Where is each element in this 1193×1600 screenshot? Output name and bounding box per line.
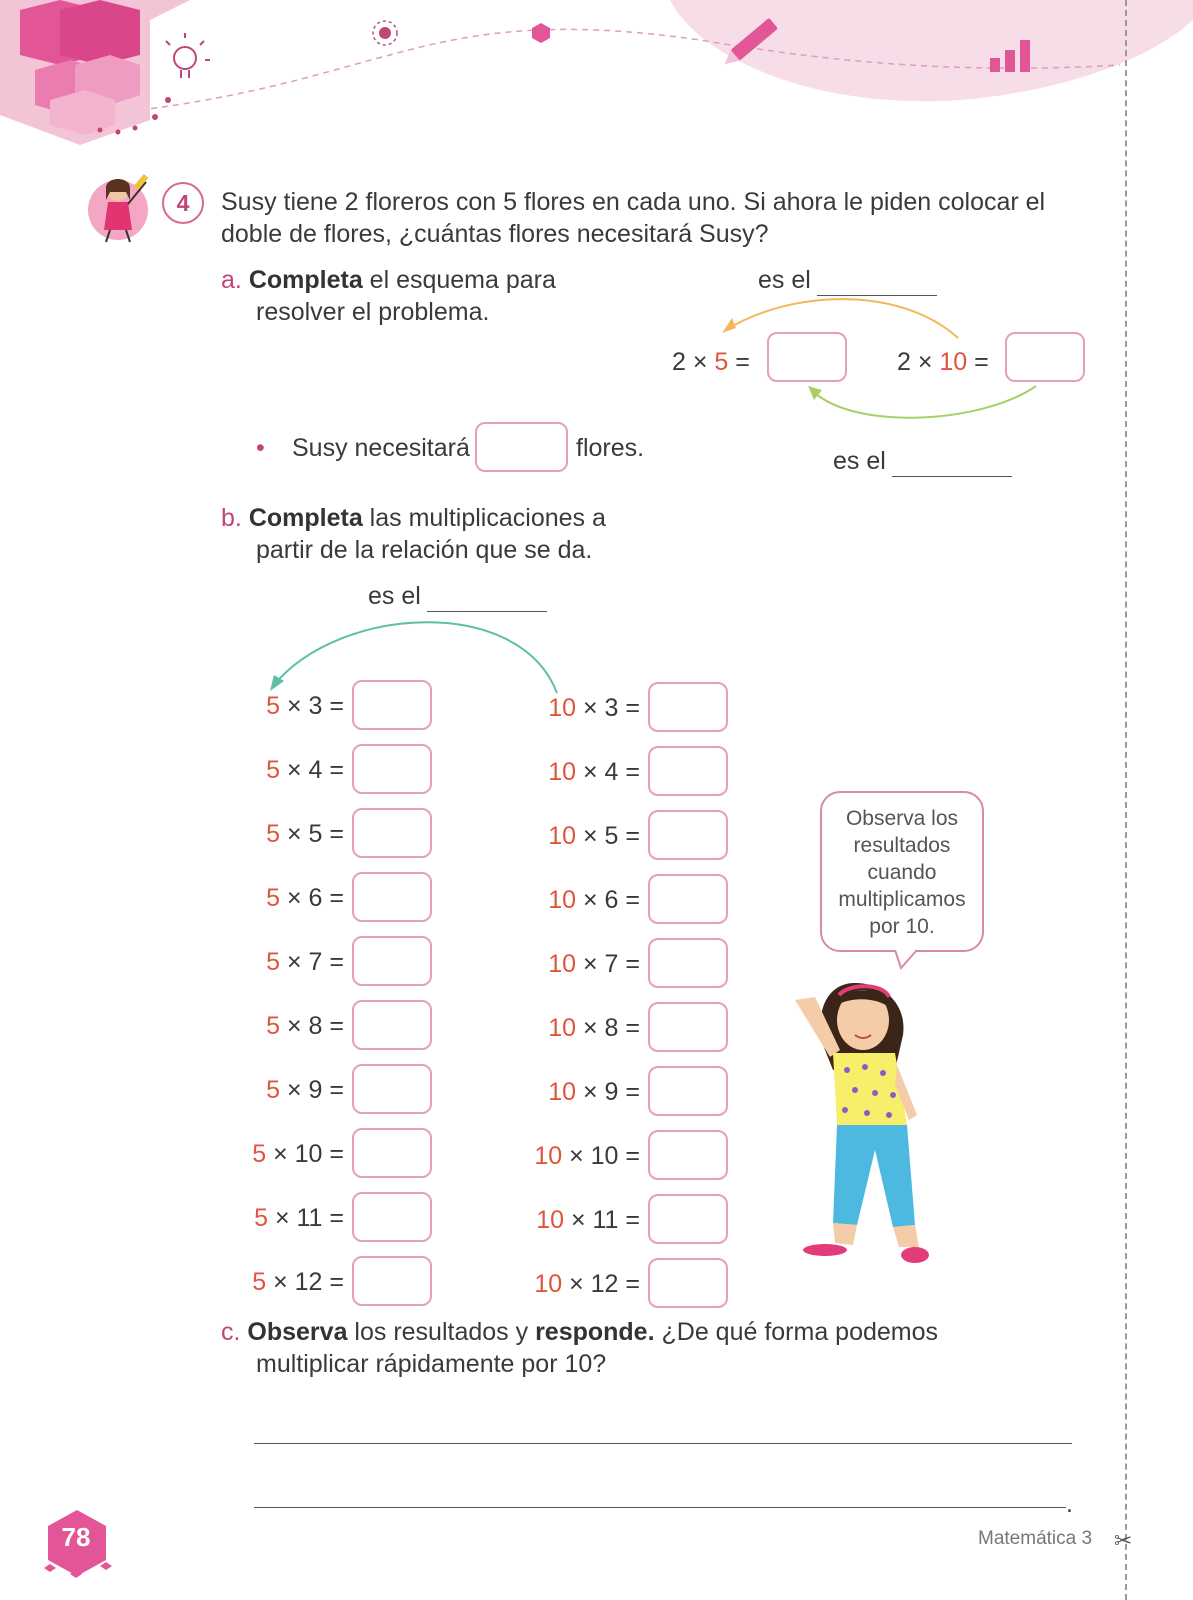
right-answer-box[interactable] bbox=[648, 1258, 728, 1308]
right-equation bbox=[548, 948, 640, 980]
left-rest: × 12 = bbox=[266, 1268, 344, 1296]
right-answer-box[interactable] bbox=[648, 874, 728, 924]
part-a-line2: resolver el problema. bbox=[256, 298, 490, 326]
bullet-dot: • bbox=[256, 434, 265, 462]
scheme-eq1 bbox=[672, 346, 750, 378]
bubble-line-3: cuando bbox=[867, 861, 937, 884]
left-factor: 5 bbox=[254, 1204, 268, 1232]
left-equation bbox=[266, 690, 344, 722]
answer-bullet bbox=[256, 432, 265, 464]
part-b-instruction bbox=[221, 502, 606, 534]
right-factor: 10 bbox=[536, 1206, 564, 1234]
right-answer-box[interactable] bbox=[648, 746, 728, 796]
part-c-verb2: responde. bbox=[535, 1318, 655, 1346]
question-number: 4 bbox=[162, 182, 204, 224]
right-equation bbox=[548, 692, 640, 724]
cut-line bbox=[1125, 0, 1127, 1600]
left-factor: 5 bbox=[266, 1012, 281, 1040]
left-answer-box[interactable] bbox=[352, 1192, 432, 1242]
scheme-eq2-number: 10 bbox=[939, 348, 968, 376]
scheme-eq2-right: = bbox=[967, 348, 989, 376]
part-c-line2: multiplicar rápidamente por 10? bbox=[256, 1350, 607, 1378]
left-equation bbox=[252, 1266, 344, 1298]
right-answer-box[interactable] bbox=[648, 938, 728, 988]
cubes-graphic bbox=[0, 0, 190, 145]
part-b-line2: partir de la relación que se da. bbox=[256, 536, 593, 564]
left-equation bbox=[254, 1202, 344, 1234]
left-factor: 5 bbox=[266, 820, 281, 848]
scheme-answer-box-2[interactable] bbox=[1005, 332, 1085, 382]
left-equation bbox=[266, 818, 344, 850]
right-rest: × 8 = bbox=[576, 1014, 640, 1042]
book-title: Matemática 3 bbox=[978, 1528, 1093, 1549]
scissors-icon: ✂ bbox=[1114, 1528, 1133, 1553]
flowers-answer-box[interactable] bbox=[475, 422, 568, 472]
left-equation bbox=[266, 882, 344, 914]
right-rest: × 10 = bbox=[562, 1142, 640, 1170]
right-rest: × 7 = bbox=[576, 950, 640, 978]
right-answer-box[interactable] bbox=[648, 1002, 728, 1052]
right-equation bbox=[548, 884, 640, 916]
bubble-line-5: por 10. bbox=[869, 915, 935, 938]
right-factor: 10 bbox=[548, 886, 577, 914]
right-equation bbox=[536, 1204, 640, 1236]
left-equation bbox=[252, 1138, 344, 1170]
part-b-verb: Completa bbox=[248, 504, 363, 532]
bubble-line-4: multiplicamos bbox=[838, 888, 966, 911]
scheme-top-relation-label: es el bbox=[758, 266, 811, 294]
right-rest: × 3 = bbox=[576, 694, 640, 722]
left-answer-box[interactable] bbox=[352, 872, 432, 922]
right-factor: 10 bbox=[534, 1142, 563, 1170]
left-factor: 5 bbox=[266, 884, 281, 912]
bubble-line-1: Observa los bbox=[845, 807, 959, 830]
lightbulb-icon bbox=[166, 33, 210, 78]
scheme-bottom-blank[interactable] bbox=[892, 453, 1012, 477]
left-rest: × 11 = bbox=[268, 1204, 344, 1232]
scheme-eq1-number: 5 bbox=[714, 348, 729, 376]
right-answer-box[interactable] bbox=[648, 1130, 728, 1180]
left-rest: × 4 = bbox=[280, 756, 344, 784]
header-decoration bbox=[0, 0, 1193, 160]
speech-bubble bbox=[820, 791, 984, 952]
left-factor: 5 bbox=[266, 1076, 281, 1104]
left-rest: × 7 = bbox=[280, 948, 344, 976]
right-factor: 10 bbox=[548, 950, 577, 978]
right-answer-box[interactable] bbox=[648, 810, 728, 860]
bubble-tail bbox=[893, 948, 927, 970]
left-factor: 5 bbox=[266, 948, 281, 976]
part-b-letter: b. bbox=[221, 504, 242, 532]
answer-end-dot: . bbox=[1066, 1490, 1073, 1518]
girl-avatar-icon bbox=[84, 170, 154, 244]
part-b-rest: las multiplicaciones a bbox=[362, 504, 606, 532]
left-factor: 5 bbox=[252, 1140, 267, 1168]
right-rest: × 4 = bbox=[576, 758, 640, 786]
right-equation bbox=[548, 820, 640, 852]
left-factor: 5 bbox=[266, 692, 281, 720]
scheme-bottom-relation-label: es el bbox=[833, 447, 886, 475]
right-answer-box[interactable] bbox=[648, 682, 728, 732]
left-rest: × 3 = bbox=[280, 692, 344, 720]
part-c-letter: c. bbox=[221, 1318, 241, 1346]
question-statement-line2: doble de flores, ¿cuántas flores necesitará Susy? bbox=[221, 220, 769, 248]
left-rest: × 5 = bbox=[280, 820, 344, 848]
answer-line-2[interactable] bbox=[254, 1507, 1066, 1508]
left-answer-box[interactable] bbox=[352, 1000, 432, 1050]
left-factor: 5 bbox=[252, 1268, 267, 1296]
left-factor: 5 bbox=[266, 756, 281, 784]
scheme-eq2-left: 2 × bbox=[897, 348, 940, 376]
girl-illustration bbox=[785, 975, 955, 1285]
left-answer-box[interactable] bbox=[352, 936, 432, 986]
right-rest: × 12 = bbox=[562, 1270, 640, 1298]
scheme-eq2 bbox=[897, 346, 989, 378]
table-relation bbox=[368, 580, 547, 612]
table-relation-blank[interactable] bbox=[427, 588, 547, 612]
left-answer-box[interactable] bbox=[352, 1064, 432, 1114]
part-c-mid: los resultados y bbox=[347, 1318, 536, 1346]
left-answer-box[interactable] bbox=[352, 808, 432, 858]
right-factor: 10 bbox=[548, 1078, 577, 1106]
bubble-line-2: resultados bbox=[853, 834, 951, 857]
right-factor: 10 bbox=[548, 694, 577, 722]
part-c-instruction bbox=[221, 1316, 938, 1348]
part-a-letter: a. bbox=[221, 266, 242, 294]
scheme-answer-box-1[interactable] bbox=[767, 332, 847, 382]
right-equation bbox=[534, 1140, 640, 1172]
right-rest: × 5 = bbox=[576, 822, 640, 850]
right-rest: × 11 = bbox=[564, 1206, 640, 1234]
part-c-verb1: Observa bbox=[247, 1318, 348, 1346]
left-equation bbox=[266, 946, 344, 978]
scheme-bottom-relation bbox=[833, 445, 1012, 477]
left-answer-box[interactable] bbox=[352, 680, 432, 730]
scheme-eq1-right: = bbox=[728, 348, 750, 376]
right-equation bbox=[548, 756, 640, 788]
part-a-verb: Completa bbox=[248, 266, 363, 294]
left-equation bbox=[266, 1074, 344, 1106]
right-factor: 10 bbox=[534, 1270, 563, 1298]
right-answer-box[interactable] bbox=[648, 1194, 728, 1244]
right-factor: 10 bbox=[548, 1014, 577, 1042]
left-rest: × 10 = bbox=[266, 1140, 344, 1168]
answer-line-1[interactable] bbox=[254, 1443, 1072, 1444]
page-number: 78 bbox=[61, 1522, 91, 1552]
right-rest: × 9 = bbox=[576, 1078, 640, 1106]
right-factor: 10 bbox=[548, 822, 577, 850]
right-equation bbox=[548, 1012, 640, 1044]
part-a-instruction bbox=[221, 264, 556, 296]
right-factor: 10 bbox=[548, 758, 577, 786]
right-rest: × 6 = bbox=[576, 886, 640, 914]
question-statement-line1: Susy tiene 2 floreros con 5 flores en cada uno. Si ahora le piden colocar el bbox=[221, 188, 1046, 216]
left-rest: × 9 = bbox=[280, 1076, 344, 1104]
left-equation bbox=[266, 754, 344, 786]
answer-sentence-after: flores. bbox=[576, 434, 645, 462]
left-rest: × 8 = bbox=[280, 1012, 344, 1040]
left-answer-box[interactable] bbox=[352, 744, 432, 794]
scheme-eq1-left: 2 × bbox=[672, 348, 715, 376]
part-c-rest: ¿De qué forma podemos bbox=[654, 1318, 939, 1346]
answer-sentence-before: Susy necesitará bbox=[292, 434, 470, 462]
table-relation-label: es el bbox=[368, 582, 421, 610]
left-rest: × 6 = bbox=[280, 884, 344, 912]
right-answer-box[interactable] bbox=[648, 1066, 728, 1116]
part-a-rest: el esquema para bbox=[362, 266, 556, 294]
left-answer-box[interactable] bbox=[352, 1256, 432, 1306]
right-equation bbox=[534, 1268, 640, 1300]
left-answer-box[interactable] bbox=[352, 1128, 432, 1178]
left-equation bbox=[266, 1010, 344, 1042]
right-equation bbox=[548, 1076, 640, 1108]
